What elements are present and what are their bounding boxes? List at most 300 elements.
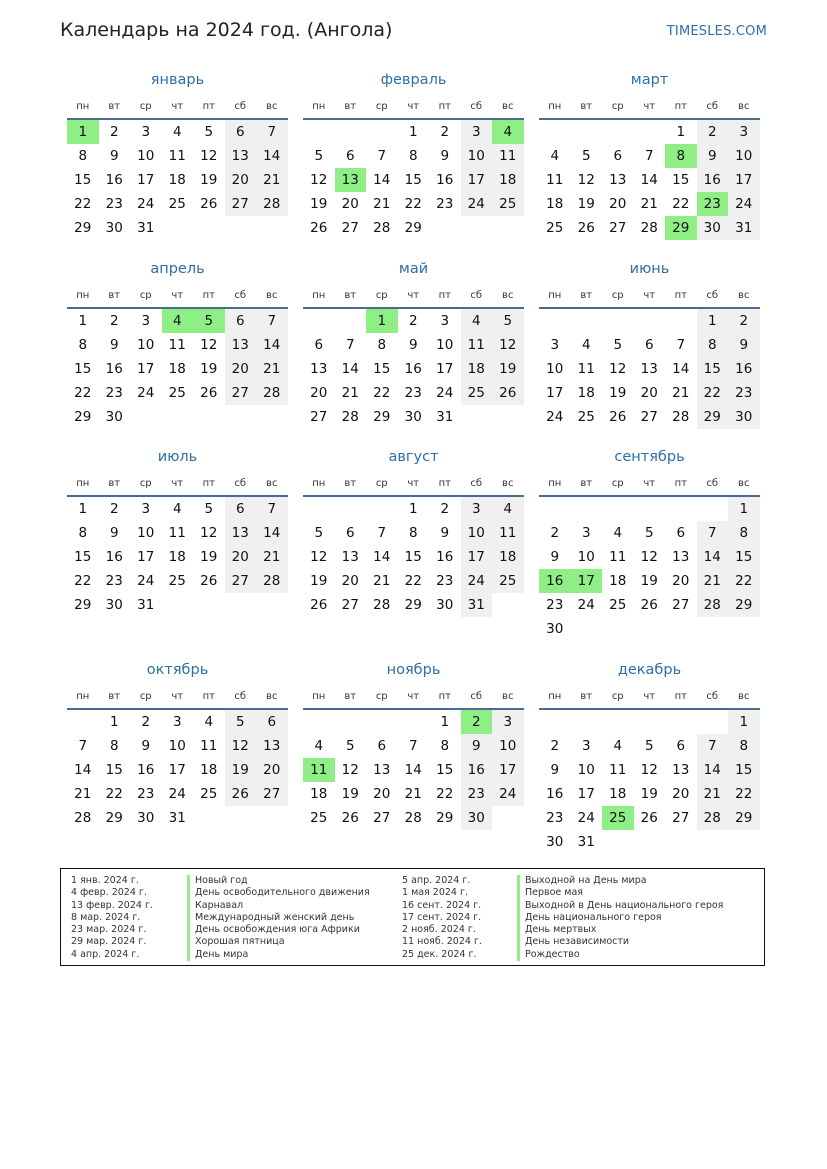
day-cell: 11 bbox=[577, 361, 595, 377]
day-cell: 5 bbox=[204, 501, 214, 517]
day-cell: 30 bbox=[105, 220, 123, 236]
day-cell: 28 bbox=[697, 806, 729, 830]
day-cell: 27 bbox=[310, 409, 328, 425]
day-cell: 1 bbox=[408, 124, 418, 140]
empty-cell bbox=[335, 120, 367, 144]
day-cell: 22 bbox=[728, 782, 760, 806]
day-cell: 8 bbox=[697, 333, 729, 357]
day-cell: 17 bbox=[461, 545, 493, 569]
weekday-label: чт bbox=[171, 477, 184, 489]
day-cell: 6 bbox=[314, 337, 324, 353]
day-cell: 15 bbox=[436, 762, 454, 778]
day-cell: 14 bbox=[373, 172, 391, 188]
day-cell: 16 bbox=[105, 361, 123, 377]
weekday-label: чт bbox=[643, 477, 656, 489]
days-grid bbox=[67, 120, 288, 240]
days-grid bbox=[539, 120, 760, 240]
weekday-label: чт bbox=[643, 690, 656, 702]
days-grid bbox=[303, 120, 524, 240]
day-cell: 10 bbox=[728, 144, 760, 168]
month-name: ноябрь bbox=[386, 662, 441, 678]
legend-date: 8 мар. 2024 г. bbox=[71, 911, 141, 923]
weekday-label: сб bbox=[234, 477, 247, 489]
day-cell: 12 bbox=[640, 762, 658, 778]
day-cell: 19 bbox=[200, 172, 218, 188]
empty-cell bbox=[303, 309, 335, 333]
empty-cell bbox=[539, 710, 571, 734]
day-cell: 14 bbox=[256, 521, 288, 545]
empty-cell bbox=[602, 497, 634, 521]
weekday-label: пт bbox=[674, 289, 687, 301]
day-cell: 29 bbox=[404, 597, 422, 613]
weekday-label: пн bbox=[76, 477, 90, 489]
empty-cell bbox=[539, 497, 571, 521]
month-name: август bbox=[388, 449, 439, 465]
day-cell: 31 bbox=[137, 597, 155, 613]
day-cell: 16 bbox=[546, 786, 564, 802]
weekday-label: пн bbox=[76, 100, 90, 112]
day-cell: 7 bbox=[256, 309, 288, 333]
day-cell: 25 bbox=[461, 381, 493, 405]
holiday-day-cell: 17 bbox=[571, 569, 603, 593]
weekday-label: сб bbox=[706, 100, 719, 112]
day-cell: 10 bbox=[137, 148, 155, 164]
day-cell: 26 bbox=[640, 597, 658, 613]
day-cell: 6 bbox=[225, 497, 257, 521]
day-cell: 30 bbox=[404, 409, 422, 425]
legend-holiday-name: День независимости bbox=[517, 936, 723, 948]
day-cell: 21 bbox=[373, 573, 391, 589]
day-cell: 6 bbox=[377, 738, 387, 754]
day-cell: 18 bbox=[168, 361, 186, 377]
day-cell: 28 bbox=[256, 381, 288, 405]
day-cell: 9 bbox=[697, 144, 729, 168]
day-cell: 21 bbox=[697, 569, 729, 593]
day-cell: 18 bbox=[492, 168, 524, 192]
day-cell: 13 bbox=[373, 762, 391, 778]
page-title: Календарь на 2024 год. (Ангола) bbox=[60, 19, 393, 41]
legend-holiday-name: Выходной в День национального героя bbox=[517, 900, 723, 912]
day-cell: 26 bbox=[609, 409, 627, 425]
holiday-day-cell: 1 bbox=[67, 120, 99, 144]
day-cell: 27 bbox=[640, 409, 658, 425]
day-cell: 30 bbox=[137, 810, 155, 826]
day-cell: 30 bbox=[728, 405, 760, 429]
day-cell: 4 bbox=[550, 148, 560, 164]
day-cell: 14 bbox=[697, 758, 729, 782]
weekday-label: чт bbox=[643, 289, 656, 301]
empty-cell bbox=[366, 497, 398, 521]
day-cell: 10 bbox=[461, 521, 493, 545]
day-cell: 4 bbox=[613, 738, 623, 754]
day-cell: 25 bbox=[492, 192, 524, 216]
legend-holiday-name: День национального героя bbox=[517, 912, 723, 924]
legend-holiday-name: Карнавал bbox=[187, 900, 370, 912]
weekday-label: чт bbox=[171, 289, 184, 301]
days-grid bbox=[67, 497, 288, 617]
weekday-label: чт bbox=[643, 100, 656, 112]
day-cell: 9 bbox=[461, 734, 493, 758]
day-cell: 6 bbox=[613, 148, 623, 164]
day-cell: 6 bbox=[256, 710, 288, 734]
weekday-label: пн bbox=[312, 690, 326, 702]
days-grid bbox=[303, 710, 524, 830]
weekday-label: вт bbox=[580, 477, 593, 489]
day-cell: 7 bbox=[256, 120, 288, 144]
day-cell: 6 bbox=[225, 120, 257, 144]
weekday-label: вс bbox=[266, 289, 278, 301]
day-cell: 10 bbox=[492, 734, 524, 758]
day-cell: 17 bbox=[546, 385, 564, 401]
day-cell: 2 bbox=[440, 501, 450, 517]
weekday-label: вс bbox=[738, 289, 750, 301]
day-cell: 23 bbox=[728, 381, 760, 405]
empty-cell bbox=[303, 497, 335, 521]
day-cell: 5 bbox=[492, 309, 524, 333]
day-cell: 16 bbox=[105, 172, 123, 188]
legend-holiday-name: Международный женский день bbox=[187, 912, 370, 924]
days-grid bbox=[67, 309, 288, 429]
day-cell: 24 bbox=[461, 569, 493, 593]
empty-cell bbox=[634, 309, 666, 333]
weekday-label: пт bbox=[674, 690, 687, 702]
weekday-label: вт bbox=[108, 690, 121, 702]
weekday-label: сб bbox=[234, 690, 247, 702]
weekday-label: пн bbox=[312, 289, 326, 301]
day-cell: 13 bbox=[672, 549, 690, 565]
day-cell: 16 bbox=[404, 361, 422, 377]
empty-cell bbox=[335, 309, 367, 333]
day-cell: 25 bbox=[200, 786, 218, 802]
weekday-label: вт bbox=[344, 690, 357, 702]
day-cell: 24 bbox=[577, 597, 595, 613]
weekday-label: сб bbox=[706, 477, 719, 489]
day-cell: 24 bbox=[137, 196, 155, 212]
weekday-label: вт bbox=[580, 690, 593, 702]
day-cell: 10 bbox=[168, 738, 186, 754]
day-cell: 22 bbox=[74, 385, 92, 401]
weekday-label: чт bbox=[171, 690, 184, 702]
day-cell: 19 bbox=[492, 357, 524, 381]
weekday-label: вс bbox=[502, 477, 514, 489]
month-8 bbox=[303, 449, 524, 617]
day-cell: 9 bbox=[109, 337, 119, 353]
day-cell: 22 bbox=[404, 196, 422, 212]
weekday-label: пт bbox=[438, 289, 451, 301]
weekday-label: вс bbox=[738, 100, 750, 112]
holiday-day-cell: 13 bbox=[335, 168, 367, 192]
day-cell: 15 bbox=[404, 172, 422, 188]
holiday-day-cell: 11 bbox=[303, 758, 335, 782]
month-name: апрель bbox=[150, 261, 205, 277]
day-cell: 5 bbox=[314, 148, 324, 164]
legend-date: 29 мар. 2024 г. bbox=[71, 936, 147, 948]
day-cell: 19 bbox=[200, 361, 218, 377]
day-cell: 26 bbox=[310, 220, 328, 236]
day-cell: 15 bbox=[74, 172, 92, 188]
month-2 bbox=[303, 72, 524, 240]
weekday-label: вт bbox=[344, 289, 357, 301]
day-cell: 17 bbox=[137, 549, 155, 565]
day-cell: 7 bbox=[256, 497, 288, 521]
day-cell: 17 bbox=[137, 361, 155, 377]
day-cell: 19 bbox=[310, 196, 328, 212]
empty-cell bbox=[697, 497, 729, 521]
legend-date: 16 сент. 2024 г. bbox=[402, 899, 482, 911]
empty-cell bbox=[571, 309, 603, 333]
day-cell: 12 bbox=[640, 549, 658, 565]
day-cell: 6 bbox=[676, 738, 686, 754]
day-cell: 2 bbox=[109, 124, 119, 140]
day-cell: 13 bbox=[341, 549, 359, 565]
day-cell: 28 bbox=[404, 810, 422, 826]
day-cell: 8 bbox=[109, 738, 119, 754]
day-cell: 31 bbox=[168, 810, 186, 826]
day-cell: 18 bbox=[492, 545, 524, 569]
day-cell: 2 bbox=[141, 714, 151, 730]
day-cell: 29 bbox=[74, 597, 92, 613]
day-cell: 7 bbox=[78, 738, 88, 754]
day-cell: 23 bbox=[105, 196, 123, 212]
day-cell: 22 bbox=[404, 573, 422, 589]
holiday-legend bbox=[60, 868, 765, 966]
day-cell: 24 bbox=[436, 385, 454, 401]
legend-holiday-name: Хорошая пятница bbox=[187, 936, 370, 948]
month-12 bbox=[539, 662, 760, 854]
day-cell: 22 bbox=[74, 196, 92, 212]
day-cell: 21 bbox=[404, 786, 422, 802]
day-cell: 13 bbox=[225, 144, 257, 168]
day-cell: 27 bbox=[672, 810, 690, 826]
day-cell: 20 bbox=[672, 573, 690, 589]
empty-cell bbox=[398, 710, 430, 734]
day-cell: 26 bbox=[310, 597, 328, 613]
day-cell: 28 bbox=[256, 192, 288, 216]
day-cell: 3 bbox=[172, 714, 182, 730]
day-cell: 15 bbox=[74, 549, 92, 565]
empty-cell bbox=[602, 309, 634, 333]
day-cell: 20 bbox=[310, 385, 328, 401]
month-10 bbox=[67, 662, 288, 830]
day-cell: 25 bbox=[168, 573, 186, 589]
day-cell: 14 bbox=[640, 172, 658, 188]
empty-cell bbox=[665, 309, 697, 333]
month-name: май bbox=[398, 261, 429, 277]
weekday-label: сб bbox=[234, 289, 247, 301]
day-cell: 9 bbox=[408, 337, 418, 353]
weekday-label: пн bbox=[76, 690, 90, 702]
weekday-label: чт bbox=[171, 100, 184, 112]
day-cell: 19 bbox=[341, 786, 359, 802]
month-5 bbox=[303, 261, 524, 429]
day-cell: 18 bbox=[577, 385, 595, 401]
day-cell: 8 bbox=[728, 521, 760, 545]
day-cell: 11 bbox=[168, 525, 186, 541]
day-cell: 14 bbox=[256, 144, 288, 168]
day-cell: 25 bbox=[609, 597, 627, 613]
legend-date: 17 сент. 2024 г. bbox=[402, 911, 482, 923]
days-grid bbox=[303, 309, 524, 429]
day-cell: 19 bbox=[200, 549, 218, 565]
weekday-label: сб bbox=[470, 289, 483, 301]
day-cell: 27 bbox=[672, 597, 690, 613]
day-cell: 3 bbox=[581, 738, 591, 754]
day-cell: 16 bbox=[436, 549, 454, 565]
day-cell: 20 bbox=[225, 545, 257, 569]
day-cell: 21 bbox=[256, 168, 288, 192]
day-cell: 11 bbox=[546, 172, 564, 188]
day-cell: 1 bbox=[676, 124, 686, 140]
empty-cell bbox=[602, 710, 634, 734]
day-cell: 9 bbox=[550, 762, 560, 778]
day-cell: 7 bbox=[676, 337, 686, 353]
empty-cell bbox=[67, 710, 99, 734]
day-cell: 27 bbox=[609, 220, 627, 236]
days-grid bbox=[67, 710, 288, 830]
day-cell: 1 bbox=[440, 714, 450, 730]
day-cell: 1 bbox=[697, 309, 729, 333]
day-cell: 30 bbox=[546, 621, 564, 637]
day-cell: 12 bbox=[200, 525, 218, 541]
day-cell: 23 bbox=[546, 810, 564, 826]
day-cell: 20 bbox=[672, 786, 690, 802]
day-cell: 23 bbox=[461, 782, 493, 806]
weekday-label: пн bbox=[76, 289, 90, 301]
day-cell: 20 bbox=[225, 357, 257, 381]
empty-cell bbox=[335, 710, 367, 734]
day-cell: 11 bbox=[168, 337, 186, 353]
day-cell: 3 bbox=[461, 497, 493, 521]
empty-cell bbox=[335, 497, 367, 521]
legend-holiday-name: Выходной на День мира bbox=[517, 875, 723, 887]
day-cell: 31 bbox=[137, 220, 155, 236]
site-link[interactable]: TIMESLES.COM bbox=[666, 24, 767, 39]
day-cell: 30 bbox=[697, 216, 729, 240]
month-1 bbox=[67, 72, 288, 240]
day-cell: 5 bbox=[314, 525, 324, 541]
day-cell: 24 bbox=[728, 192, 760, 216]
legend-names-column-1 bbox=[187, 875, 370, 961]
weekday-label: пт bbox=[674, 100, 687, 112]
day-cell: 12 bbox=[492, 333, 524, 357]
day-cell: 15 bbox=[697, 357, 729, 381]
empty-cell bbox=[571, 120, 603, 144]
day-cell: 23 bbox=[137, 786, 155, 802]
day-cell: 21 bbox=[697, 782, 729, 806]
day-cell: 28 bbox=[256, 569, 288, 593]
weekday-label: ср bbox=[611, 289, 624, 301]
day-cell: 26 bbox=[577, 220, 595, 236]
empty-cell bbox=[665, 710, 697, 734]
empty-cell bbox=[634, 497, 666, 521]
weekday-label: пт bbox=[202, 477, 215, 489]
day-cell: 25 bbox=[492, 569, 524, 593]
day-cell: 11 bbox=[461, 333, 493, 357]
day-cell: 21 bbox=[256, 545, 288, 569]
day-cell: 1 bbox=[408, 501, 418, 517]
day-cell: 10 bbox=[546, 361, 564, 377]
legend-date: 4 февр. 2024 г. bbox=[71, 887, 147, 899]
day-cell: 27 bbox=[225, 192, 257, 216]
day-cell: 26 bbox=[341, 810, 359, 826]
day-cell: 15 bbox=[373, 361, 391, 377]
day-cell: 28 bbox=[341, 409, 359, 425]
day-cell: 3 bbox=[141, 313, 151, 329]
day-cell: 8 bbox=[78, 337, 88, 353]
days-grid bbox=[539, 710, 760, 854]
month-name: октябрь bbox=[146, 662, 209, 678]
day-cell: 18 bbox=[546, 196, 564, 212]
holiday-day-cell: 4 bbox=[162, 309, 194, 333]
weekday-header bbox=[539, 471, 760, 497]
day-cell: 1 bbox=[109, 714, 119, 730]
legend-date: 2 нояб. 2024 г. bbox=[402, 924, 476, 936]
empty-cell bbox=[303, 120, 335, 144]
day-cell: 29 bbox=[373, 409, 391, 425]
weekday-header bbox=[67, 471, 288, 497]
day-cell: 19 bbox=[310, 573, 328, 589]
weekday-label: вт bbox=[344, 100, 357, 112]
day-cell: 24 bbox=[546, 409, 564, 425]
day-cell: 8 bbox=[408, 148, 418, 164]
day-cell: 17 bbox=[492, 758, 524, 782]
day-cell: 21 bbox=[256, 357, 288, 381]
day-cell: 28 bbox=[672, 409, 690, 425]
weekday-label: вт bbox=[108, 289, 121, 301]
day-cell: 25 bbox=[546, 220, 564, 236]
weekday-label: пт bbox=[438, 690, 451, 702]
day-cell: 23 bbox=[436, 196, 454, 212]
day-cell: 18 bbox=[200, 762, 218, 778]
day-cell: 29 bbox=[74, 409, 92, 425]
day-cell: 19 bbox=[577, 196, 595, 212]
day-cell: 16 bbox=[137, 762, 155, 778]
day-cell: 10 bbox=[461, 144, 493, 168]
day-cell: 26 bbox=[492, 381, 524, 405]
weekday-header bbox=[67, 94, 288, 120]
day-cell: 25 bbox=[168, 385, 186, 401]
day-cell: 15 bbox=[404, 549, 422, 565]
day-cell: 12 bbox=[609, 361, 627, 377]
day-cell: 22 bbox=[697, 381, 729, 405]
day-cell: 3 bbox=[550, 337, 560, 353]
weekday-label: вс bbox=[502, 690, 514, 702]
day-cell: 29 bbox=[74, 220, 92, 236]
weekday-label: пн bbox=[312, 100, 326, 112]
weekday-label: ср bbox=[139, 477, 152, 489]
day-cell: 2 bbox=[440, 124, 450, 140]
day-cell: 19 bbox=[225, 758, 257, 782]
legend-names-column-2 bbox=[517, 875, 723, 961]
day-cell: 29 bbox=[105, 810, 123, 826]
day-cell: 23 bbox=[546, 597, 564, 613]
day-cell: 26 bbox=[225, 782, 257, 806]
weekday-header bbox=[539, 684, 760, 710]
day-cell: 10 bbox=[137, 525, 155, 541]
day-cell: 10 bbox=[137, 337, 155, 353]
day-cell: 20 bbox=[256, 758, 288, 782]
day-cell: 4 bbox=[172, 501, 182, 517]
day-cell: 7 bbox=[644, 148, 654, 164]
day-cell: 13 bbox=[225, 521, 257, 545]
day-cell: 13 bbox=[310, 361, 328, 377]
day-cell: 7 bbox=[408, 738, 418, 754]
day-cell: 4 bbox=[314, 738, 324, 754]
weekday-header bbox=[303, 684, 524, 710]
day-cell: 26 bbox=[200, 385, 218, 401]
day-cell: 14 bbox=[404, 762, 422, 778]
day-cell: 26 bbox=[200, 196, 218, 212]
